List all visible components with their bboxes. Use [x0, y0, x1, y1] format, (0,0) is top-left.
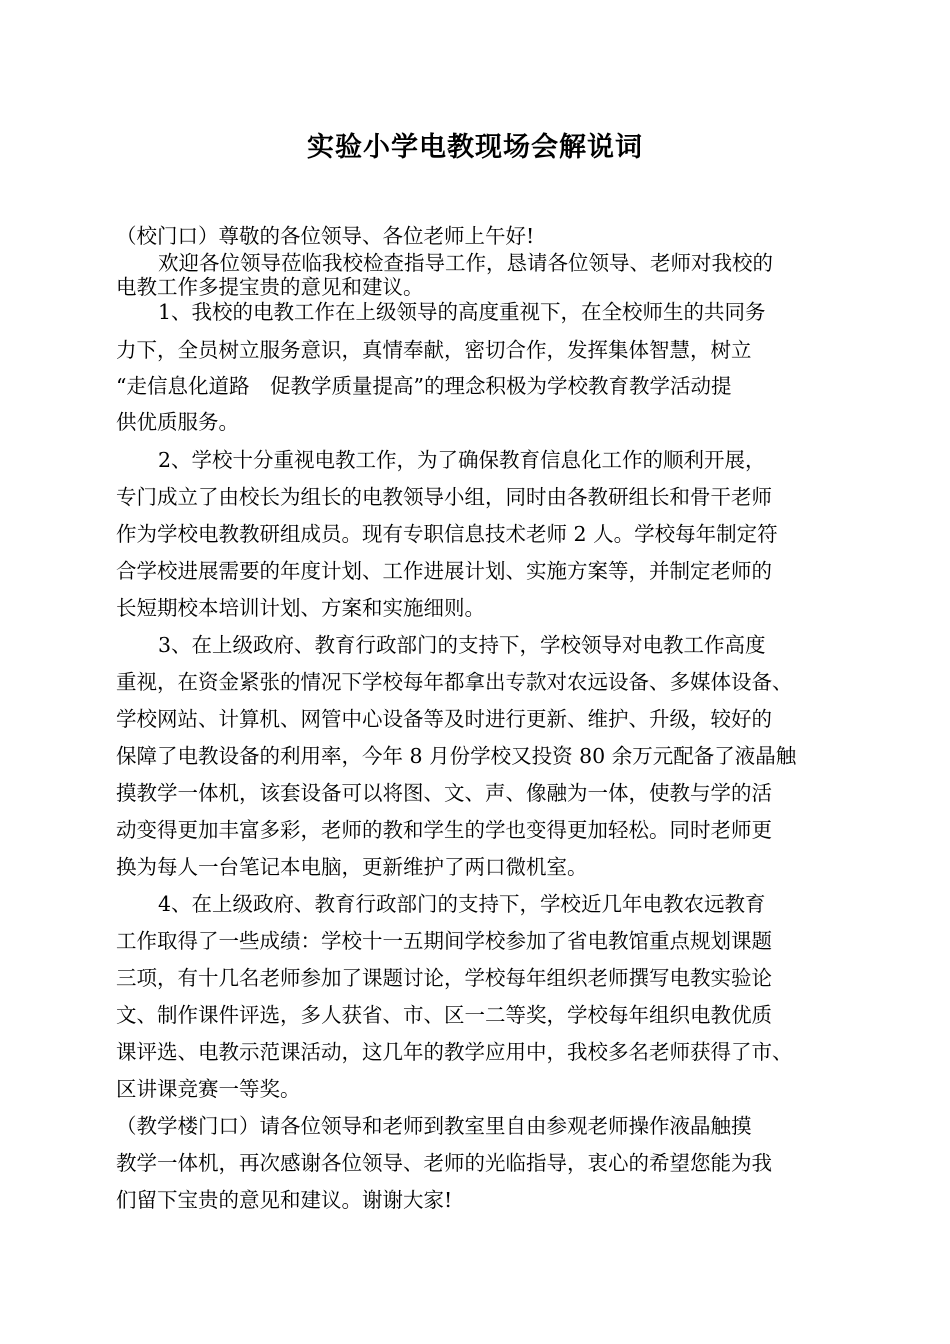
text-line: 重视，在资金紧张的情况下学校每年都拿出专款对农远设备、多媒体设备、 [116, 670, 793, 694]
text-line: 欢迎各位领导莅临我校检查指导工作，恳请各位领导、老师对我校的 [158, 251, 773, 275]
text-line: 电教工作多提宝贵的意见和建议。 [116, 275, 424, 299]
text-line: 换为每人一台笔记本电脑，更新维护了两口微机室。 [116, 855, 588, 879]
text-line: 课评选、电教示范课活动，这几年的教学应用中，我校多名老师获得了市、 [116, 1040, 793, 1064]
text-line: 动变得更加丰富多彩，老师的教和学生的学也变得更加轻松。同时老师更 [116, 818, 772, 842]
text-line: 合学校进展需要的年度计划、工作进展计划、实施方案等，并制定老师的 [116, 559, 772, 583]
text-line: 文、制作课件评选，多人获省、市、区一二等奖，学校每年组织电教优质 [116, 1003, 772, 1027]
text-line: 2、学校十分重视电教工作，为了确保教育信息化工作的顺利开展， [158, 448, 766, 472]
text-line: 保障了电教设备的利用率，今年 8 月份学校又投资 80 余万元配备了液晶触 [116, 744, 797, 768]
text-line: 区讲课竞赛一等奖。 [116, 1077, 301, 1101]
text-line: 长短期校本培训计划、方案和实施细则。 [116, 596, 485, 620]
text-line: “走信息化道路 促教学质量提高”的理念积极为学校教育教学活动提 [116, 374, 732, 398]
text-line: 教学一体机，再次感谢各位领导、老师的光临指导，衷心的希望您能为我 [116, 1151, 772, 1175]
text-line: 作为学校电教教研组成员。现有专职信息技术老师 2 人。学校每年制定符 [116, 522, 778, 546]
text-line: 三项，有十几名老师参加了课题讨论，学校每年组织老师撰写电教实验论 [116, 966, 772, 990]
text-line: 专门成立了由校长为组长的电教领导小组，同时由各教研组长和骨干老师 [116, 485, 772, 509]
text-line: 4、在上级政府、教育行政部门的支持下，学校近几年电教农远教育 [158, 892, 766, 916]
text-line: 力下，全员树立服务意识，真情奉献，密切合作，发挥集体智慧，树立 [116, 338, 752, 362]
text-line: （校门口）尊敬的各位领导、各位老师上午好! [116, 224, 535, 248]
text-line: 学校网站、计算机、网管中心设备等及时进行更新、维护、升级，较好的 [116, 707, 772, 731]
text-line: 工作取得了一些成绩：学校十一五期间学校参加了省电教馆重点规划课题 [116, 929, 772, 953]
text-line: 供优质服务。 [116, 410, 239, 434]
text-line: 摸教学一体机，该套设备可以将图、文、声、像融为一体，使教与学的活 [116, 781, 772, 805]
text-line: 3、在上级政府、教育行政部门的支持下，学校领导对电教工作高度 [158, 633, 766, 657]
text-line: 们留下宝贵的意见和建议。谢谢大家! [116, 1188, 453, 1212]
text-line: （教学楼门口）请各位领导和老师到教室里自由参观老师操作液晶触摸 [116, 1114, 752, 1138]
text-line: 1、我校的电教工作在上级领导的高度重视下，在全校师生的共同务 [158, 300, 766, 324]
document-title: 实验小学电教现场会解说词 [307, 132, 643, 163]
